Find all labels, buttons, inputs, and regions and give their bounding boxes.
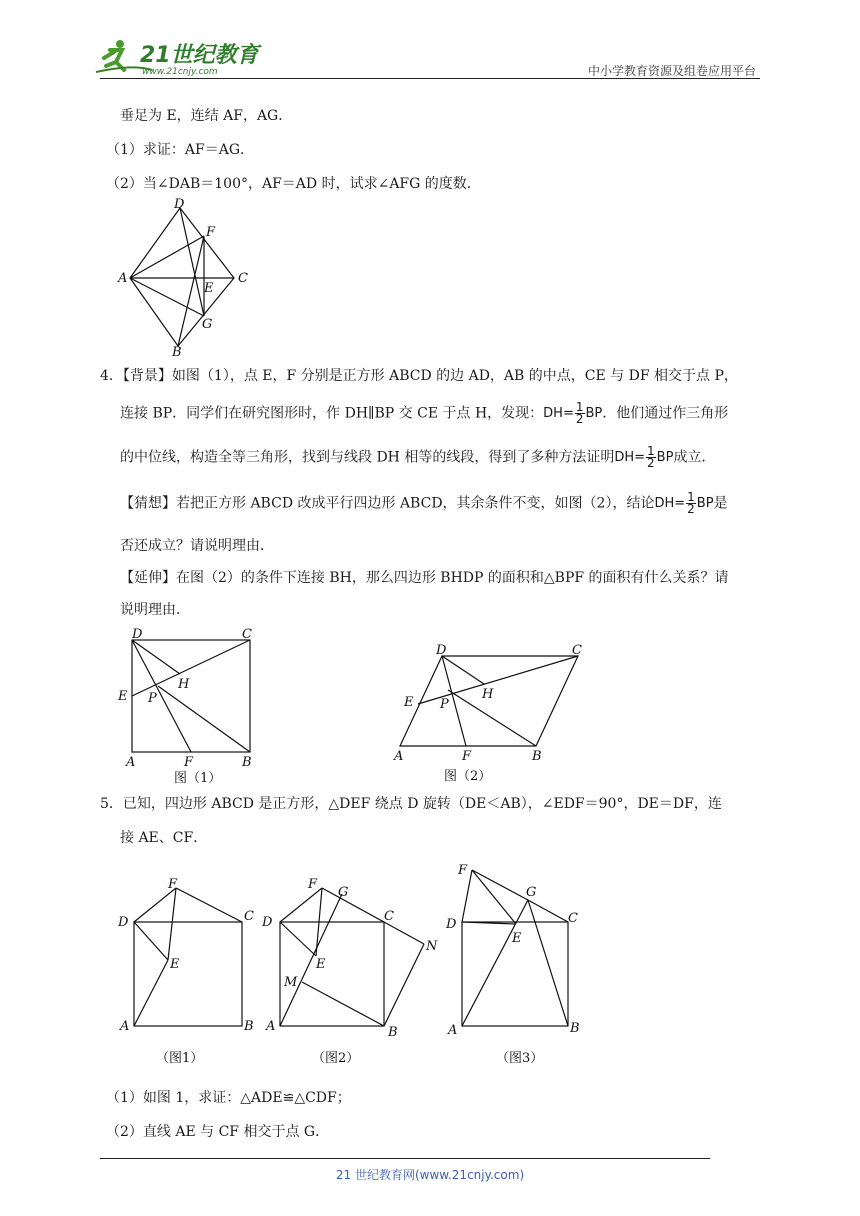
q5f2-label-m: M: [284, 975, 298, 990]
q5f2-label-a: A: [266, 1019, 276, 1034]
q3-label-f: F: [206, 225, 216, 240]
fig2-label-c: C: [572, 643, 582, 658]
q3-figure: [110, 196, 270, 360]
fig1-label-f: F: [184, 755, 194, 770]
fig1-label-d: D: [132, 627, 143, 642]
fig2-label-h: H: [482, 687, 494, 702]
q5f1-label-b: B: [244, 1019, 254, 1034]
q5-fig2-caption: （图2）: [312, 1051, 360, 1066]
q5f2-label-c: C: [384, 909, 394, 924]
q5-figure-1: [112, 868, 262, 1070]
footer-divider: [100, 1158, 710, 1159]
fig1-label-p: P: [148, 691, 157, 706]
fig1-label-c: C: [242, 627, 252, 642]
fig2-label-p: P: [440, 697, 449, 712]
q5f3-label-g: G: [526, 885, 537, 900]
q5-part1: （1）如图 1，求证：△ADE≌△CDF；: [106, 1090, 351, 1106]
q5f3-label-a: A: [448, 1023, 458, 1038]
footer-text: 21 世纪教育网(www.21cnjy.com): [335, 1168, 525, 1182]
q4-figure-2: [388, 634, 598, 786]
q5-figure-2: [258, 868, 448, 1070]
q5f1-label-d: D: [118, 915, 129, 930]
q4-line4: 【猜想】若把正方形 ABCD 改成平行四边形 ABCD，其余条件不变，如图（2），结论DH= $\frac{1}{2}$ BP是: [120, 490, 728, 516]
q5-figure-3: [440, 856, 590, 1070]
logo-text: 21世纪教育: [140, 43, 259, 68]
q5f2-label-b: B: [388, 1025, 398, 1040]
q5f3-label-d: D: [446, 917, 457, 932]
q5-line1: 5．已知，四边形 ABCD 是正方形，△DEF 绕点 D 旋转（DE＜AB），∠EDF＝90°，DE＝DF，连: [100, 796, 722, 812]
q5f2-label-d: D: [262, 915, 273, 930]
q5f3-label-f: F: [458, 863, 468, 878]
fig1-label-h: H: [178, 677, 190, 692]
q4-line5: 否还成立？请说明理由．: [120, 538, 274, 554]
platform-name: 中小学教育资源及组卷应用平台: [587, 64, 756, 78]
q3-part2: （2）当∠DAB＝100°，AF＝AD 时，试求∠AFG 的度数．: [106, 176, 481, 192]
q5f2-label-f: F: [308, 877, 318, 892]
q5-line2: 接 AE、CF．: [120, 830, 208, 846]
q5f3-label-b: B: [570, 1021, 580, 1036]
q5f1-label-f: F: [168, 877, 178, 892]
q5-fig3-caption: （图3）: [496, 1051, 544, 1066]
formula-dh-half-bp: DH= $\frac{1}{2}$ BP: [543, 400, 603, 426]
fig2-label-d: D: [436, 643, 447, 658]
fig2-caption: 图（2）: [444, 769, 492, 784]
q5-fig1-caption: （图1）: [156, 1051, 204, 1066]
fig2-label-e: E: [404, 695, 414, 710]
q5f2-label-e: E: [316, 957, 326, 972]
q3-label-b: B: [172, 345, 182, 360]
q4-line7: 说明理由．: [120, 602, 190, 618]
q3-line1: 垂足为 E，连结 AF，AG．: [120, 108, 293, 124]
formula-dh-half-bp: DH= $\frac{1}{2}$ BP: [654, 490, 714, 516]
q5-part2: （2）直线 AE 与 CF 相交于点 G．: [106, 1124, 330, 1140]
q5f3-label-c: C: [568, 911, 578, 926]
fig1-caption: 图（1）: [174, 771, 222, 786]
q5f1-label-c: C: [244, 909, 254, 924]
q5f1-label-e: E: [170, 957, 180, 972]
fig1-label-e: E: [118, 689, 128, 704]
site-logo: [92, 36, 272, 80]
fig1-label-b: B: [242, 755, 252, 770]
fig2-label-f: F: [462, 749, 472, 764]
q4-line2: 连接 BP．同学们在研究图形时，作 DH∥BP 交 CE 于点 H，发现：DH= $\frac{1}{2}$ BP．他们通过作三角形: [120, 400, 729, 426]
q5f2-label-g: G: [338, 885, 349, 900]
fig2-label-a: A: [394, 749, 404, 764]
q4-line6: 【延伸】在图（2）的条件下连接 BH，那么四边形 BHDP 的面积和△BPF 的面积有什么关系？请: [120, 570, 729, 586]
q3-label-g: G: [202, 317, 213, 332]
q3-label-d: D: [174, 197, 185, 212]
q5f2-label-n: N: [426, 939, 438, 954]
q3-label-e: E: [204, 281, 214, 296]
logo-url: www.21cnjy.com: [142, 67, 218, 77]
q4-figure-1: [112, 624, 272, 788]
header-divider: [100, 78, 760, 79]
q5f1-label-a: A: [120, 1019, 130, 1034]
q4-line1: 4．【背景】如图（1），点 E，F 分别是正方形 ABCD 的边 AD，AB 的中点，CE 与 DF 相交于点 P，: [100, 368, 738, 384]
q3-label-c: C: [238, 271, 248, 286]
q3-part1: （1）求证：AF＝AG．: [106, 142, 255, 158]
formula-dh-half-bp: DH= $\frac{1}{2}$ BP: [614, 444, 674, 470]
q3-label-a: A: [118, 271, 128, 286]
q5f3-label-e: E: [512, 931, 522, 946]
q4-line3: 的中位线，构造全等三角形，找到与线段 DH 相等的线段，得到了多种方法证明DH= $\frac{1}{2}$ BP成立．: [120, 444, 716, 470]
fig2-label-b: B: [532, 749, 542, 764]
fig1-label-a: A: [126, 755, 136, 770]
